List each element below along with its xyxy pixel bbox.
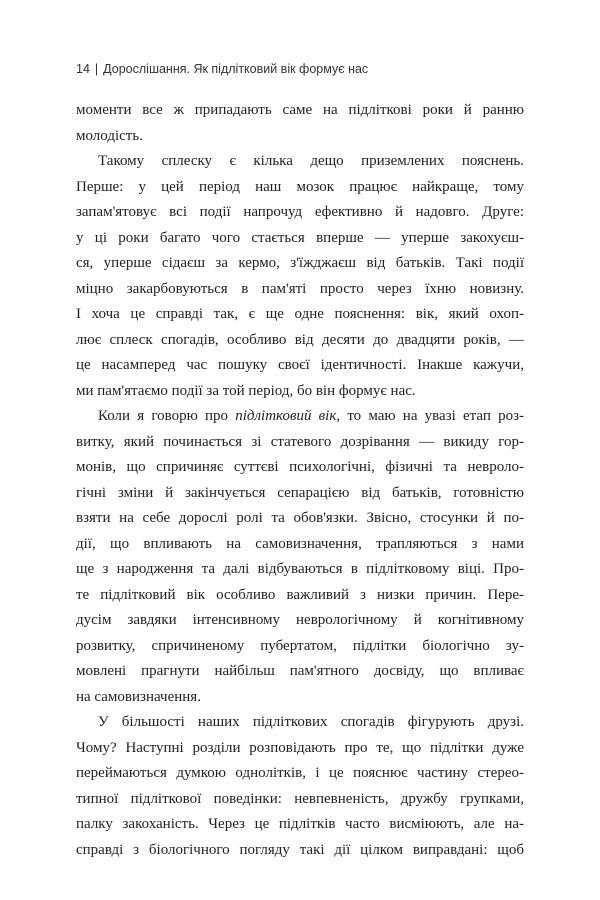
text-line: монів, що спричиняє суттєві психологічні, фізичні та невроло-: [76, 459, 524, 475]
text-line: лює сплеск спогадів, особливо від десяти до двадцяти років, —: [76, 331, 524, 348]
text-line: переймаються думкою однолітків, і це пояснює частину стерео-: [76, 765, 524, 781]
running-header: [76, 62, 368, 76]
text-line: витку, який починається зі статевого дозрівання — викиду гор-: [76, 433, 524, 450]
header-separator: |: [94, 62, 99, 76]
text-line: молодість.: [76, 127, 143, 144]
text-line: І хоча це справді так, є ще одне пояснення: вік, який охоп-: [76, 306, 524, 322]
text-line: ще з народження та далі відбуваються в підлітковому віці. Про-: [76, 561, 524, 577]
text-line: ся, уперше сідаєш за кермо, з'їжджаєш від батьків. Такі події: [76, 255, 524, 271]
body-text: [76, 98, 524, 863]
text-line: дії, що впливають на самовизначення, трапляються з нами: [76, 535, 524, 552]
text-line: Такому сплеску є кілька дещо приземлених пояснень.: [98, 153, 524, 169]
text-line: гічні зміни й закінчується сепарацією від батьків, готовністю: [76, 484, 524, 501]
text-line: розвитку, спричиненому пубертатом, підлітки біологічно зу-: [76, 637, 524, 654]
text-line: типної підліткової поведінки: невпевненість, дружбу групками,: [76, 790, 524, 807]
text-line: мовлені прагнути найбільш пам'ятного досвіду, що впливає: [76, 663, 524, 679]
running-title: Дорослішання. Як підлітковий вік формує нас: [103, 62, 369, 76]
text-segment: Коли я говорю про: [98, 408, 236, 424]
italic-term: підлітковий вік: [235, 408, 337, 424]
text-line: взяти на себе дорослі ролі та обов'язки. Звісно, стосунки й по-: [76, 510, 524, 526]
text-line: міцно закарбовуються в пам'яті просто через їхню новизну.: [76, 280, 524, 297]
text-line: у ці роки багато чого стається вперше — уперше закохуєш-: [76, 229, 524, 246]
text-line: це насамперед час пошуку своєї ідентичності. Інакше кажучи,: [76, 357, 524, 373]
text-line: палку закоханість. Через це підлітків часто висміюють, але на-: [76, 816, 524, 832]
text-line: на самовизначення.: [76, 688, 201, 705]
text-line: справді з біологічного погляду такі дії цілком виправдані: щоб: [76, 841, 524, 858]
text-line: моменти все ж припадають саме на підліткові роки й ранню: [76, 102, 524, 118]
text-line: ми пам'ятаємо події за той період, бо він формує нас.: [76, 382, 416, 399]
text-line: те підлітковий вік особливо важливий з низки причин. Пере-: [76, 586, 524, 603]
text-line: [76, 404, 524, 430]
page-number: 14: [76, 62, 90, 76]
text-line: У більшості наших підліткових спогадів фігурують друзі.: [98, 714, 524, 730]
text-line: Перше: у цей період наш мозок працює найкраще, тому: [76, 178, 524, 195]
text-segment: , то маю на увазі етап роз-: [336, 408, 524, 424]
text-line: дусім завдяки інтенсивному неврологічному й когнітивному: [76, 612, 524, 628]
text-line: запам'ятовує всі події напрочуд ефективно й надовго. Друге:: [76, 204, 524, 220]
text-line: Чому? Наступні розділи розповідають про те, що підлітки дуже: [76, 739, 524, 756]
